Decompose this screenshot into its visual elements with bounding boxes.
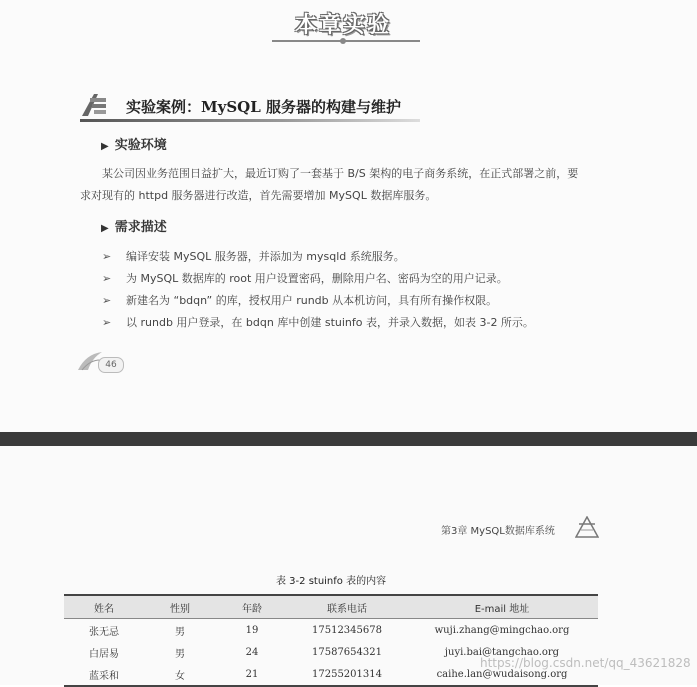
page-divider: [0, 432, 697, 446]
table-cell: 21: [216, 663, 288, 686]
table-cell: juyi.bai@tangchao.org: [444, 646, 560, 658]
table-cell: 蓝采和: [64, 663, 144, 686]
env-paragraph: [80, 163, 620, 207]
case-logo-icon: [80, 92, 110, 118]
column-header: 联系电话: [288, 595, 406, 619]
table-cell: caihe.lan@wudaisong.org: [406, 663, 598, 686]
list-item: ➢ 以 rundb 用户登录，在 bdqn 库中创建 stuinfo 表，并录入数据，如表 3-2 所示。: [102, 316, 534, 329]
table-cell: 张无忌: [89, 626, 119, 638]
req-heading: [101, 216, 167, 235]
list-item: ➢ 编译安装 MySQL 服务器，并添加为 mysqld 系统服务。: [102, 250, 405, 263]
case-title: 实验案例：MySQL 服务器的构建与维护: [126, 98, 401, 116]
column-header: 年龄: [216, 595, 288, 619]
env-heading-text: 实验环境: [114, 138, 167, 153]
env-heading: [101, 134, 167, 153]
column-header: 姓名: [64, 595, 144, 619]
stuinfo-table: [64, 594, 598, 687]
table-cell: 19: [245, 624, 259, 636]
page-47: [0, 446, 697, 685]
table-cell: 女: [144, 663, 216, 686]
table-cell: 24: [245, 646, 259, 658]
table-caption: 表 3-2 stuinfo 表的内容: [276, 576, 387, 587]
env-line-1: 某公司因业务范围日益扩大，最近订购了一套基于 B/S 架构的电子商务系统，在正式部署之前，要: [102, 167, 579, 180]
page-number: 46: [98, 357, 124, 373]
list-item: ➢ 为 MySQL 数据库的 root 用户设置密码，删除用户名、密码为空的用户记录。: [102, 272, 508, 285]
arrow-bullet-icon: ➢: [102, 272, 112, 285]
table-cell: wuji.zhang@mingchao.org: [434, 624, 570, 636]
chapter-logo-icon: [575, 516, 599, 538]
triangle-icon: ▶: [101, 141, 109, 152]
table-cell: 17255201314: [288, 663, 406, 686]
title-rule: [272, 40, 420, 42]
column-header: E-mail 地址: [406, 595, 598, 619]
list-item: ➢ 新建名为 “bdqn” 的库，授权用户 rundb 从本机访问，具有所有操作权限。: [102, 294, 498, 307]
table-cell: 男: [175, 648, 185, 660]
table-cell: 17587654321: [312, 646, 382, 658]
arrow-bullet-icon: ➢: [102, 316, 112, 329]
table-row: [64, 619, 598, 642]
table-cell: 17512345678: [312, 624, 382, 636]
case-title-rule: [80, 119, 420, 122]
table-header-row: [64, 595, 598, 619]
table-cell: 白居易: [89, 648, 119, 660]
req-heading-text: 需求描述: [114, 220, 167, 235]
env-line-2: 求对现有的 httpd 服务器进行改造，首先需要增加 MySQL 数据库服务。: [80, 189, 437, 202]
triangle-icon: ▶: [101, 223, 109, 234]
arrow-bullet-icon: ➢: [102, 250, 112, 263]
watermark: https://blog.csdn.net/qq_43621828: [480, 656, 691, 670]
arrow-bullet-icon: ➢: [102, 294, 112, 307]
title-dot: [340, 38, 346, 44]
column-header: 性别: [144, 595, 216, 619]
chapter-title: 本章实验: [295, 13, 392, 38]
chapter-header: 第3章 MySQL数据库系统: [441, 526, 555, 537]
table-cell: 男: [175, 626, 185, 638]
